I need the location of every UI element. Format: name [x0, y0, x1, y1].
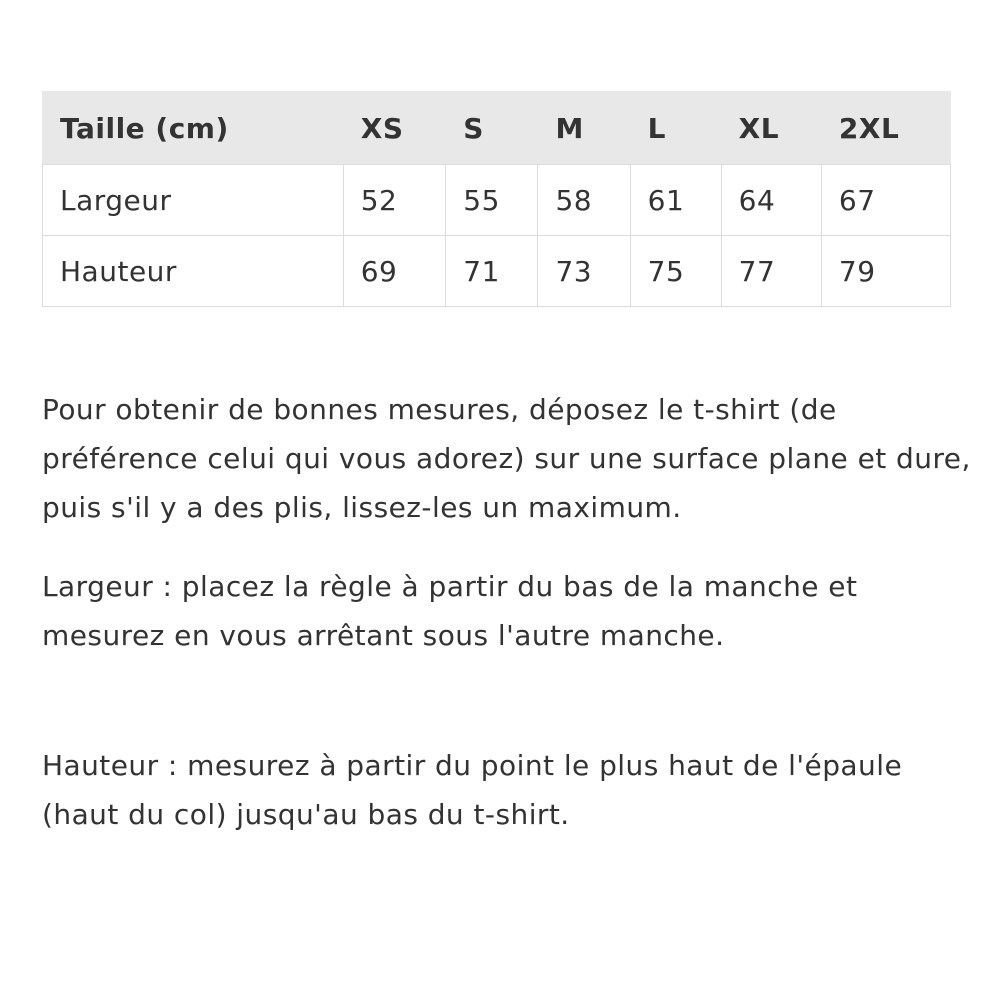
intro-text: Pour obtenir de bonnes mesures, déposez le t-shirt (de préférence celui qui vous adorez) sur une surface plane et dure, puis s'il y a des plis, lissez-les un maximum.: [42, 393, 971, 524]
height-instruction-paragraph: [42, 741, 972, 839]
table-row-width: [43, 165, 951, 236]
table-cell: 79: [821, 236, 950, 307]
table-cell: 58: [538, 165, 630, 236]
header-size-m: M: [538, 92, 630, 165]
width-instruction-paragraph: [42, 562, 972, 660]
table-cell: 55: [446, 165, 538, 236]
header-size-xs: XS: [343, 92, 446, 165]
height-instruction-text: Hauteur : mesurez à partir du point le plus haut de l'épaule (haut du col) jusqu'au bas du t-shirt.: [42, 749, 903, 831]
header-size-s: S: [446, 92, 538, 165]
table-cell: 77: [721, 236, 821, 307]
header-size-label: Taille (cm): [43, 92, 344, 165]
table-cell: 61: [630, 165, 721, 236]
header-size-2xl: 2XL: [821, 92, 950, 165]
intro-paragraph: [42, 385, 972, 532]
table-header-row: [43, 92, 951, 165]
table-row-height: [43, 236, 951, 307]
table-cell: 75: [630, 236, 721, 307]
row-label-height: Hauteur: [43, 236, 344, 307]
size-table: [42, 91, 951, 307]
table-cell: 67: [821, 165, 950, 236]
table-cell: 64: [721, 165, 821, 236]
width-instruction-text: Largeur : placez la règle à partir du bas de la manche et mesurez en vous arrêtant sous l'autre manche.: [42, 570, 858, 652]
table-cell: 69: [343, 236, 446, 307]
table-cell: 52: [343, 165, 446, 236]
table-cell: 73: [538, 236, 630, 307]
row-label-width: Largeur: [43, 165, 344, 236]
header-size-l: L: [630, 92, 721, 165]
header-size-xl: XL: [721, 92, 821, 165]
table-cell: 71: [446, 236, 538, 307]
